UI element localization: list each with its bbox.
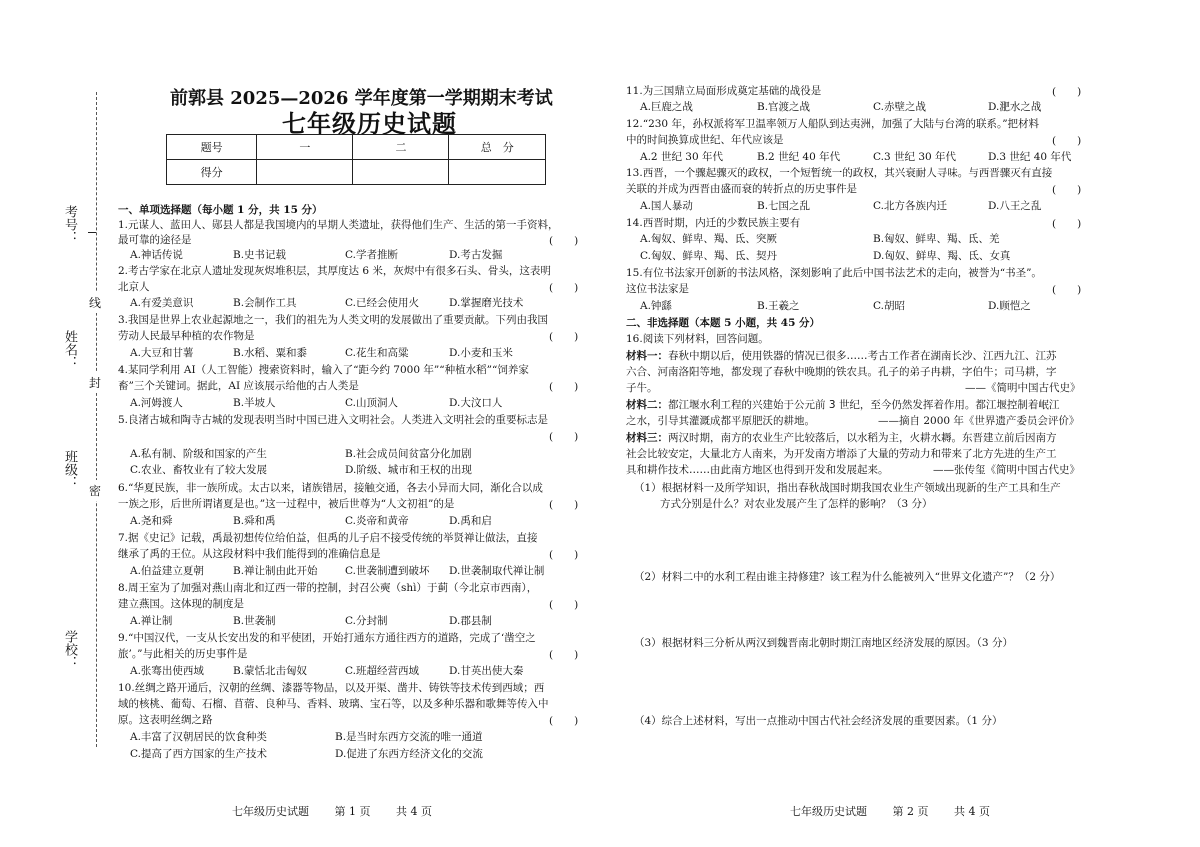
option: C.山顶洞人 bbox=[345, 397, 398, 409]
q7-stem: 继承了禹的王位。从这段材料中我们能得到的准确信息是 bbox=[118, 548, 381, 560]
material-3 bbox=[626, 431, 1057, 447]
option: A.张骞出使西域 bbox=[130, 665, 204, 677]
q16-stem: 16.阅读下列材料，回答问题。 bbox=[626, 333, 769, 345]
label-kaohao: 考号： bbox=[62, 205, 77, 244]
option: D.禹和启 bbox=[449, 515, 492, 527]
option: A.钟繇 bbox=[640, 300, 672, 312]
score-cell[interactable] bbox=[257, 160, 353, 185]
option: A.国人暴动 bbox=[640, 200, 693, 212]
label-banji: 班级： bbox=[62, 450, 77, 489]
score-cell: 二 bbox=[353, 135, 449, 160]
answer-paren[interactable]: ( ) bbox=[549, 499, 579, 511]
option: D.促进了东西方经济文化的交流 bbox=[335, 748, 483, 760]
q10-stem: 域的核桃、葡萄、石榴、苜蓿、良种马、香料、玻璃、宝石等，以及多种乐器和歌舞等传入中 bbox=[118, 698, 549, 710]
option: B.蒙恬北击匈奴 bbox=[233, 665, 308, 677]
option: B.匈奴、鲜卑、羯、氐、羌 bbox=[873, 233, 1000, 245]
sub-question-1: 方式分别是什么？对农业发展产生了怎样的影响？（3 分） bbox=[660, 498, 933, 510]
score-cell: 总 分 bbox=[449, 135, 546, 160]
material-text: 春秋中期以后，使用铁器的情况已很多……考古工作者在湖南长沙、江西九江、江苏 bbox=[668, 350, 1057, 362]
q5-stem: 5.良渚古城和陶寺古城的发现表明当时中国已进入文明社会。人类进入文明社会的重要标志是 bbox=[118, 414, 549, 426]
option: C.农业、畜牧业有了较大发展 bbox=[130, 464, 267, 476]
material-text: 社会比较安定，大量北方人南来，为开发南方增添了大量的劳动力和带来了北方先进的生产工 bbox=[626, 448, 1057, 460]
option: B.王羲之 bbox=[757, 300, 800, 312]
option: D.匈奴、鲜卑、羯、氐、女真 bbox=[873, 250, 1011, 262]
material-text: 子牛。 bbox=[626, 382, 658, 394]
option: A.匈奴、鲜卑、羯、氐、突厥 bbox=[640, 233, 777, 245]
option: B.水稻、粟和黍 bbox=[233, 347, 308, 359]
q7-stem: 7.据《史记》记载，禹最初想传位给伯益，但禹的儿子启不接受传统的举贤禅让做法，直接 bbox=[118, 532, 538, 544]
material-text: 六合、河南洛阳等地，都发现了春秋中晚期的铁农具。孔子的弟子冉耕，字伯牛；司马耕，字 bbox=[626, 366, 1057, 378]
exam-subject: 七年级历史试题 bbox=[282, 109, 457, 138]
q6-stem: 一族之形，后世所谓诸夏是也。”这一过程中，被后世尊为“人文初祖”的是 bbox=[118, 498, 455, 510]
q4-stem: 4.某同学利用 AI（人工智能）搜索资料时，输入了“距今约 7000 年”“种植水稻”“饲养家 bbox=[118, 364, 529, 376]
q10-stem: 10.丝绸之路开通后，汉朝的丝绸、漆器等物品，以及开渠、凿井、铸铁等技术传到西域；西 bbox=[118, 682, 545, 694]
answer-paren[interactable]: ( ) bbox=[549, 331, 579, 343]
q12-stem: 中的时间换算成世纪、年代应该是 bbox=[626, 134, 784, 146]
sub-question-2: （2）材料二中的水利工程由谁主持修建？该工程为什么能被列入“世界文化遗产”？（2 分） bbox=[634, 571, 1061, 583]
q8-stem: 8.周王室为了加强对燕山南北和辽西一带的控制，封召公奭（shì）于蓟（今北京市西南）， bbox=[118, 582, 538, 594]
label-xingming: 姓名： bbox=[62, 330, 77, 369]
material-1 bbox=[626, 349, 1057, 365]
option: B.官渡之战 bbox=[757, 101, 811, 113]
footer-left: 七年级历史试题 第 1 页 共 4 页 bbox=[232, 805, 432, 818]
answer-paren[interactable]: ( ) bbox=[1052, 135, 1082, 147]
material-text: 两汉时期，南方的农业生产比较落后，以水稻为主，火耕水耨。东晋建立前后因南方 bbox=[668, 432, 1057, 444]
q15-stem: 这位书法家是 bbox=[626, 283, 689, 295]
option: A.尧和舜 bbox=[130, 515, 173, 527]
q9-stem: 旅’。”与此相关的历史事件是 bbox=[118, 648, 248, 660]
option: B.七国之乱 bbox=[757, 200, 811, 212]
q15-stem: 15.有位书法家开创新的书法风格，深刻影响了此后中国书法艺术的走向，被誉为“书圣”。 bbox=[626, 267, 1042, 279]
sub-question-1: （1）根据材料一及所学知识，指出春秋战国时期我国农业生产领域出现新的生产工具和生产 bbox=[634, 482, 1061, 494]
label-xuexiao: 学校： bbox=[62, 630, 77, 669]
section1-heading: 一、单项选择题（每小题 1 分，共 15 分） bbox=[118, 204, 323, 216]
option: B.是当时东西方交流的唯一通道 bbox=[335, 731, 483, 743]
option: B.2 世纪 40 年代 bbox=[757, 151, 841, 163]
material-label: 材料二： bbox=[626, 399, 668, 411]
option: C.炎帝和黄帝 bbox=[345, 515, 409, 527]
option: C.分封制 bbox=[345, 615, 388, 627]
exam-title: 前郭县 2025—2026 学年度第一学期期末考试 bbox=[170, 88, 553, 109]
footer-right: 七年级历史试题 第 2 页 共 4 页 bbox=[790, 805, 990, 818]
material-text: 之水，引导其灌溉成都平原肥沃的耕地。 bbox=[626, 415, 815, 427]
material-text: 具和耕作技术……由此南方地区也得到开发和发展起来。 bbox=[626, 464, 889, 476]
option: D.大汶口人 bbox=[449, 397, 503, 409]
option: C.学者推断 bbox=[345, 249, 398, 261]
option: B.史书记载 bbox=[233, 249, 287, 261]
material-label: 材料三： bbox=[626, 432, 668, 444]
answer-paren[interactable]: ( ) bbox=[549, 715, 579, 727]
option: C.3 世纪 30 年代 bbox=[873, 151, 957, 163]
q14-stem: 14.西晋时期，内迁的少数民族主要有 bbox=[626, 217, 801, 229]
option: A.私有制、阶级和国家的产生 bbox=[130, 448, 267, 460]
answer-paren[interactable]: ( ) bbox=[549, 431, 579, 443]
q2-stem: 北京人 bbox=[118, 281, 150, 293]
answer-paren[interactable]: ( ) bbox=[549, 235, 579, 247]
material-source: ——摘自 2000 年《世界遗产委员会评价》 bbox=[878, 415, 1080, 427]
material-source: ——张传玺《简明中国古代史》 bbox=[933, 464, 1080, 476]
option: A.神话传说 bbox=[130, 249, 183, 261]
option: D.阶级、城市和王权的出现 bbox=[345, 464, 472, 476]
answer-paren[interactable]: ( ) bbox=[549, 599, 579, 611]
seal-char-mi: 密 bbox=[89, 480, 101, 501]
q10-stem: 原。这表明丝绸之路 bbox=[118, 714, 213, 726]
q3-stem: 劳动人民最早种植的农作物是 bbox=[118, 330, 255, 342]
option: D.淝水之战 bbox=[988, 101, 1042, 113]
option: D.小麦和玉米 bbox=[449, 347, 513, 359]
option: C.已经会使用火 bbox=[345, 297, 419, 309]
option: B.半坡人 bbox=[233, 397, 276, 409]
option: A.有爱美意识 bbox=[130, 297, 194, 309]
q2-stem: 2.考古学家在北京人遗址发现灰烬堆积层，其厚度达 6 米，灰烬中有很多石头、骨头，这表明 bbox=[118, 265, 551, 277]
section2-heading: 二、非选择题（本题 5 小题，共 45 分） bbox=[626, 317, 821, 329]
score-cell[interactable] bbox=[353, 160, 449, 185]
option: B.舜和禹 bbox=[233, 515, 276, 527]
rule bbox=[88, 232, 96, 233]
option: C.班超经营西域 bbox=[345, 665, 419, 677]
option: A.河姆渡人 bbox=[130, 397, 183, 409]
answer-paren[interactable]: ( ) bbox=[1052, 86, 1082, 98]
option: A.巨鹿之战 bbox=[640, 101, 693, 113]
option: C.提高了西方国家的生产技术 bbox=[130, 748, 267, 760]
option: C.北方各族内迁 bbox=[873, 200, 947, 212]
q3-stem: 3.我国是世界上农业起源地之一，我们的祖先为人类文明的发展做出了重要贡献。下列由我国 bbox=[118, 314, 549, 326]
q9-stem: 9.“中国汉代，一支从长安出发的和平使团，开始打通东方通往西方的道路，完成了‘凿空之 bbox=[118, 632, 536, 644]
option: D.八王之乱 bbox=[988, 200, 1042, 212]
answer-paren[interactable]: ( ) bbox=[549, 649, 579, 661]
q11-stem: 11.为三国鼎立局面形成奠定基础的战役是 bbox=[626, 85, 822, 97]
binding-line bbox=[96, 92, 97, 747]
score-cell[interactable] bbox=[449, 160, 546, 185]
q13-stem: 关联的并成为西晋由盛而衰的转折点的历史事件是 bbox=[626, 183, 857, 195]
material-text: 都江堰水利工程的兴建始于公元前 3 世纪，至今仍然发挥着作用。都江堰控制着岷江 bbox=[668, 399, 1060, 411]
sub-question-4: （4）综合上述材料，写出一点推动中国古代社会经济发展的重要因素。（1 分） bbox=[634, 715, 1003, 727]
option: D.顾恺之 bbox=[988, 300, 1031, 312]
option: C.胡昭 bbox=[873, 300, 905, 312]
score-cell: 得分 bbox=[167, 160, 257, 185]
answer-paren[interactable]: ( ) bbox=[1052, 218, 1082, 230]
answer-paren[interactable]: ( ) bbox=[549, 282, 579, 294]
option: A.丰富了汉朝居民的饮食种类 bbox=[130, 731, 267, 743]
option: C.世袭制遭到破坏 bbox=[345, 565, 430, 577]
option: C.花生和高粱 bbox=[345, 347, 409, 359]
material-2 bbox=[626, 398, 1059, 414]
answer-paren[interactable]: ( ) bbox=[549, 381, 579, 393]
option: C.赤壁之战 bbox=[873, 101, 926, 113]
score-cell: 一 bbox=[257, 135, 353, 160]
q8-stem: 建立燕国。这体现的制度是 bbox=[118, 598, 244, 610]
option: C.匈奴、鲜卑、羯、氐、契丹 bbox=[640, 250, 777, 262]
option: D.甘英出使大秦 bbox=[449, 665, 524, 677]
option: B.社会成员间贫富分化加剧 bbox=[345, 448, 472, 460]
option: A.2 世纪 30 年代 bbox=[640, 151, 723, 163]
option: A.禅让制 bbox=[130, 615, 173, 627]
option: A.大豆和甘薯 bbox=[130, 347, 194, 359]
score-table bbox=[166, 134, 546, 185]
score-cell: 题号 bbox=[167, 135, 257, 160]
option: D.3 世纪 40 年代 bbox=[988, 151, 1072, 163]
sub-question-3: （3）根据材料三分析从两汉到魏晋南北朝时期江南地区经济发展的原因。（3 分） bbox=[634, 637, 1013, 649]
q1-stem: 最可靠的途径是 bbox=[118, 234, 192, 246]
option: B.禅让制由此开始 bbox=[233, 565, 318, 577]
option: D.世袭制取代禅让制 bbox=[449, 565, 545, 577]
q4-stem: 畜”三个关键词。据此，AI 应该展示给他的古人类是 bbox=[118, 380, 359, 392]
material-label: 材料一： bbox=[626, 350, 668, 362]
q1-stem: 1.元谋人、蓝田人、郧县人都是我国境内的早期人类遗址，获得他们生产、生活的第一手资料， bbox=[118, 219, 559, 231]
option: D.郡县制 bbox=[449, 615, 492, 627]
q12-stem: 12.“230 年，孙权派将军卫温率领万人船队到达夷洲，加强了大陆与台湾的联系。”把材料 bbox=[626, 118, 1040, 130]
answer-paren[interactable]: ( ) bbox=[549, 549, 579, 561]
seal-char-feng: 封 bbox=[89, 372, 101, 393]
option: A.伯益建立夏朝 bbox=[130, 565, 204, 577]
material-source: ——《简明中国古代史》 bbox=[965, 382, 1081, 394]
seal-char-xian: 线 bbox=[89, 292, 101, 313]
answer-paren[interactable]: ( ) bbox=[1052, 284, 1082, 296]
answer-paren[interactable]: ( ) bbox=[1052, 184, 1082, 196]
q13-stem: 13.西晋，一个骤起骤灭的政权，一个短暂统一的政权，其兴衰耐人寻味。与西晋骤灭有直接 bbox=[626, 167, 1053, 179]
option: D.考古发掘 bbox=[449, 249, 503, 261]
option: D.掌握磨光技术 bbox=[449, 297, 524, 309]
q6-stem: 6.“华夏民族，非一族所成。太古以来，诸族错居，接触交通，各去小异而大同，渐化合以成 bbox=[118, 482, 543, 494]
option: B.会制作工具 bbox=[233, 297, 297, 309]
option: B.世袭制 bbox=[233, 615, 276, 627]
